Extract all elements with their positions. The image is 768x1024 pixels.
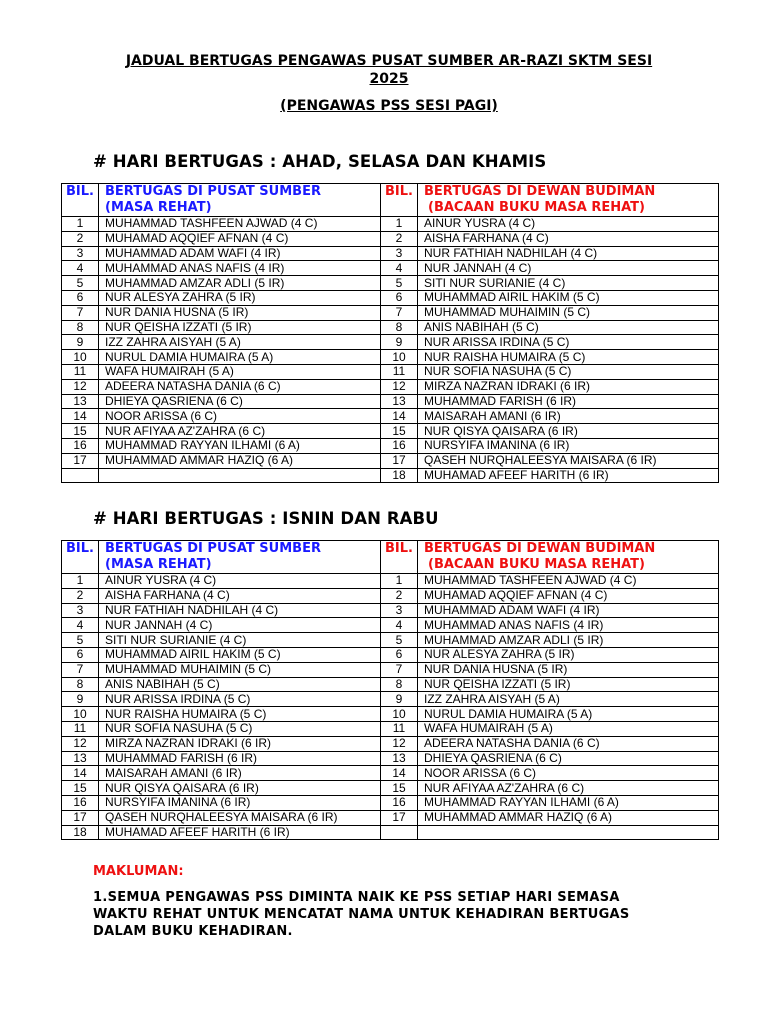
bil-cell: 2: [62, 231, 99, 246]
db-name-cell: AINUR YUSRA (4 C): [418, 217, 719, 232]
pss-name-cell: NUR AFIYAA AZ'ZAHRA (6 C): [99, 424, 381, 439]
table-row: [62, 692, 719, 707]
pss-name-cell: NUR ALESYA ZAHRA (5 IR): [99, 290, 381, 305]
db-name-cell: AISHA FARHANA (4 C): [418, 231, 719, 246]
bil-cell: 16: [381, 795, 418, 810]
db-name-cell: MIRZA NAZRAN IDRAKI (6 IR): [418, 379, 719, 394]
pss-name-cell: MAISARAH AMANI (6 IR): [99, 766, 381, 781]
duty-table-ahad-selasa-khamis: [61, 183, 719, 483]
db-name-cell: MUHAMMAD RAYYAN ILHAMI (6 A): [418, 795, 719, 810]
table-row: [62, 468, 719, 483]
table-row: [62, 335, 719, 350]
pss-name-cell: MUHAMAD AFEEF HARITH (6 IR): [99, 825, 381, 840]
bil-cell: 9: [62, 692, 99, 707]
bil-cell: 6: [381, 647, 418, 662]
db-name-cell: MAISARAH AMANI (6 IR): [418, 409, 719, 424]
db-name-cell: NURSYIFA IMANINA (6 IR): [418, 438, 719, 453]
db-name-cell: NUR SOFIA NASUHA (5 C): [418, 364, 719, 379]
pss-name-cell: NUR QEISHA IZZATI (5 IR): [99, 320, 381, 335]
bil-cell: 15: [62, 781, 99, 796]
table-row: [62, 647, 719, 662]
bil-cell: 2: [381, 588, 418, 603]
db-name-cell: NOOR ARISSA (6 C): [418, 766, 719, 781]
pss-name-cell: MUHAMMAD MUHAIMIN (5 C): [99, 662, 381, 677]
bil-cell: 12: [62, 379, 99, 394]
pss-name-cell: NURSYIFA IMANINA (6 IR): [99, 795, 381, 810]
bil-cell: 18: [62, 825, 99, 840]
db-name-cell: NURUL DAMIA HUMAIRA (5 A): [418, 707, 719, 722]
table-row: [62, 751, 719, 766]
db-name-cell: NUR ARISSA IRDINA (5 C): [418, 335, 719, 350]
bil-cell: 16: [62, 795, 99, 810]
table-row: [62, 350, 719, 365]
bil-cell: 6: [62, 290, 99, 305]
document-subtitle: [60, 97, 718, 115]
bil-cell: 8: [381, 320, 418, 335]
pss-name-cell: MUHAMMAD ANAS NAFIS (4 IR): [99, 261, 381, 276]
table-row: [62, 707, 719, 722]
document-title: [60, 52, 718, 88]
pss-name-cell: MIRZA NAZRAN IDRAKI (6 IR): [99, 736, 381, 751]
table-row: [62, 810, 719, 825]
pss-header-line2: (MASA REHAT): [105, 557, 212, 572]
table-row: [62, 305, 719, 320]
pss-name-cell: NUR ARISSA IRDINA (5 C): [99, 692, 381, 707]
table-row: [62, 261, 719, 276]
table-row: [62, 409, 719, 424]
pss-name-cell: MUHAMAD AQQIEF AFNAN (4 C): [99, 231, 381, 246]
table-row: [62, 424, 719, 439]
bil-header-pss: BIL.: [62, 184, 99, 217]
bil-cell: 6: [62, 647, 99, 662]
pss-name-cell: SITI NUR SURIANIE (4 C): [99, 633, 381, 648]
db-name-cell: QASEH NURQHALEESYA MAISARA (6 IR): [418, 453, 719, 468]
pss-header: [99, 541, 381, 574]
bil-cell: 17: [62, 453, 99, 468]
pss-name-cell: MUHAMMAD RAYYAN ILHAMI (6 A): [99, 438, 381, 453]
bil-cell: 11: [381, 364, 418, 379]
table-row: [62, 618, 719, 633]
bil-cell: 13: [62, 751, 99, 766]
db-name-cell: [418, 825, 719, 840]
pss-name-cell: ADEERA NATASHA DANIA (6 C): [99, 379, 381, 394]
table-row: [62, 379, 719, 394]
pss-name-cell: QASEH NURQHALEESYA MAISARA (6 IR): [99, 810, 381, 825]
bil-cell: 8: [62, 320, 99, 335]
pss-name-cell: MUHAMMAD TASHFEEN AJWAD (4 C): [99, 217, 381, 232]
bil-cell: 8: [62, 677, 99, 692]
bil-cell: 7: [62, 305, 99, 320]
db-name-cell: NUR JANNAH (4 C): [418, 261, 719, 276]
title-line-1: JADUAL BERTUGAS PENGAWAS PUSAT SUMBER AR-RAZI SKTM SESI: [125, 53, 653, 69]
db-name-cell: NUR ALESYA ZAHRA (5 IR): [418, 647, 719, 662]
bil-cell: 11: [62, 364, 99, 379]
bil-cell: 4: [62, 261, 99, 276]
bil-cell: 13: [62, 394, 99, 409]
db-header-line2: (BACAAN BUKU MASA REHAT): [428, 200, 645, 215]
bil-cell: 10: [381, 350, 418, 365]
pss-name-cell: NURUL DAMIA HUMAIRA (5 A): [99, 350, 381, 365]
bil-cell: 14: [381, 409, 418, 424]
bil-cell: 6: [381, 290, 418, 305]
bil-cell: 1: [381, 217, 418, 232]
bil-cell: 17: [381, 453, 418, 468]
bil-cell: 3: [381, 246, 418, 261]
bil-cell: 10: [62, 707, 99, 722]
table-header-row: [62, 184, 719, 217]
bil-cell: 8: [381, 677, 418, 692]
table-row: [62, 438, 719, 453]
table-row: [62, 677, 719, 692]
bil-cell: 5: [62, 276, 99, 291]
db-name-cell: IZZ ZAHRA AISYAH (5 A): [418, 692, 719, 707]
bil-cell: 12: [381, 736, 418, 751]
pss-name-cell: MUHAMMAD AIRIL HAKIM (5 C): [99, 647, 381, 662]
pss-name-cell: MUHAMMAD AMMAR HAZIQ (6 A): [99, 453, 381, 468]
db-name-cell: NUR FATHIAH NADHILAH (4 C): [418, 246, 719, 261]
bil-cell: 1: [381, 574, 418, 589]
bil-cell: 1: [62, 574, 99, 589]
table-row: [62, 825, 719, 840]
bil-cell: 13: [381, 394, 418, 409]
table-body: [62, 574, 719, 840]
bil-cell: 3: [381, 603, 418, 618]
db-name-cell: NUR QEISHA IZZATI (5 IR): [418, 677, 719, 692]
table-row: [62, 246, 719, 261]
bil-cell: 15: [381, 424, 418, 439]
pss-name-cell: AINUR YUSRA (4 C): [99, 574, 381, 589]
bil-cell: 14: [62, 409, 99, 424]
table-row: [62, 766, 719, 781]
table-row: [62, 721, 719, 736]
bil-header-db: BIL.: [381, 184, 418, 217]
section-heading-isnin-rabu: # HARI BERTUGAS : ISNIN DAN RABU: [93, 509, 439, 528]
bil-cell: [62, 468, 99, 483]
db-name-cell: MUHAMMAD ADAM WAFI (4 IR): [418, 603, 719, 618]
pss-name-cell: MUHAMMAD ADAM WAFI (4 IR): [99, 246, 381, 261]
bil-cell: 4: [381, 261, 418, 276]
bil-cell: 16: [62, 438, 99, 453]
bil-cell: 7: [381, 305, 418, 320]
pss-header: [99, 184, 381, 217]
db-name-cell: NUR DANIA HUSNA (5 IR): [418, 662, 719, 677]
pss-name-cell: NUR RAISHA HUMAIRA (5 C): [99, 707, 381, 722]
bil-cell: 7: [381, 662, 418, 677]
pss-name-cell: AISHA FARHANA (4 C): [99, 588, 381, 603]
db-name-cell: SITI NUR SURIANIE (4 C): [418, 276, 719, 291]
table-row: [62, 781, 719, 796]
table-row: [62, 662, 719, 677]
pss-name-cell: MUHAMMAD AMZAR ADLI (5 IR): [99, 276, 381, 291]
db-name-cell: DHIEYA QASRIENA (6 C): [418, 751, 719, 766]
bil-cell: 1: [62, 217, 99, 232]
bil-cell: 15: [381, 781, 418, 796]
notice-title: MAKLUMAN:: [93, 864, 184, 879]
pss-name-cell: NUR DANIA HUSNA (5 IR): [99, 305, 381, 320]
bil-cell: 17: [62, 810, 99, 825]
bil-cell: 5: [381, 276, 418, 291]
bil-cell: 4: [62, 618, 99, 633]
db-name-cell: MUHAMMAD ANAS NAFIS (4 IR): [418, 618, 719, 633]
bil-cell: 10: [62, 350, 99, 365]
bil-cell: 17: [381, 810, 418, 825]
bil-cell: 3: [62, 603, 99, 618]
db-name-cell: MUHAMMAD MUHAIMIN (5 C): [418, 305, 719, 320]
pss-name-cell: [99, 468, 381, 483]
table-row: [62, 795, 719, 810]
db-header: [418, 184, 719, 217]
duty-table-isnin-rabu: [61, 540, 719, 840]
table-row: [62, 320, 719, 335]
db-name-cell: NUR AFIYAA AZ'ZAHRA (6 C): [418, 781, 719, 796]
db-name-cell: NUR QISYA QAISARA (6 IR): [418, 424, 719, 439]
pss-header-line2: (MASA REHAT): [105, 200, 212, 215]
db-name-cell: WAFA HUMAIRAH (5 A): [418, 721, 719, 736]
bil-cell: 4: [381, 618, 418, 633]
pss-header-line1: BERTUGAS DI PUSAT SUMBER: [105, 184, 321, 199]
bil-cell: 12: [62, 736, 99, 751]
bil-header-db: BIL.: [381, 541, 418, 574]
db-header-line1: BERTUGAS DI DEWAN BUDIMAN: [424, 184, 656, 199]
db-name-cell: NUR RAISHA HUMAIRA (5 C): [418, 350, 719, 365]
bil-cell: 5: [381, 633, 418, 648]
bil-header-pss: BIL.: [62, 541, 99, 574]
bil-cell: [381, 825, 418, 840]
bil-cell: 5: [62, 633, 99, 648]
db-name-cell: MUHAMAD AFEEF HARITH (6 IR): [418, 468, 719, 483]
bil-cell: 3: [62, 246, 99, 261]
table-row: [62, 736, 719, 751]
db-name-cell: MUHAMMAD TASHFEEN AJWAD (4 C): [418, 574, 719, 589]
bil-cell: 11: [62, 721, 99, 736]
pss-name-cell: WAFA HUMAIRAH (5 A): [99, 364, 381, 379]
pss-name-cell: NUR FATHIAH NADHILAH (4 C): [99, 603, 381, 618]
pss-header-line1: BERTUGAS DI PUSAT SUMBER: [105, 541, 321, 556]
table-row: [62, 574, 719, 589]
db-name-cell: MUHAMMAD AIRIL HAKIM (5 C): [418, 290, 719, 305]
db-name-cell: MUHAMMAD AMMAR HAZIQ (6 A): [418, 810, 719, 825]
pss-name-cell: ANIS NABIHAH (5 C): [99, 677, 381, 692]
table-header-row: [62, 541, 719, 574]
notice-body: 1.SEMUA PENGAWAS PSS DIMINTA NAIK KE PSS SETIAP HARI SEMASA WAKTU REHAT UNTUK MENCATAT NAMA UNTUK KEHADIRAN BERTUGAS DALAM BUKU KEHADIRAN.: [93, 890, 630, 939]
table-row: [62, 588, 719, 603]
bil-cell: 9: [381, 692, 418, 707]
db-header-line1: BERTUGAS DI DEWAN BUDIMAN: [424, 541, 656, 556]
pss-name-cell: DHIEYA QASRIENA (6 C): [99, 394, 381, 409]
bil-cell: 13: [381, 751, 418, 766]
bil-cell: 14: [381, 766, 418, 781]
bil-cell: 2: [381, 231, 418, 246]
table-row: [62, 453, 719, 468]
table-row: [62, 603, 719, 618]
section-heading-ahad-selasa-khamis: # HARI BERTUGAS : AHAD, SELASA DAN KHAMIS: [93, 152, 547, 171]
bil-cell: 9: [62, 335, 99, 350]
db-header: [418, 541, 719, 574]
bil-cell: 15: [62, 424, 99, 439]
bil-cell: 9: [381, 335, 418, 350]
title-line-2: 2025: [369, 71, 409, 87]
bil-cell: 2: [62, 588, 99, 603]
table-row: [62, 231, 719, 246]
table-row: [62, 217, 719, 232]
db-name-cell: MUHAMAD AQQIEF AFNAN (4 C): [418, 588, 719, 603]
pss-name-cell: NUR JANNAH (4 C): [99, 618, 381, 633]
bil-cell: 12: [381, 379, 418, 394]
bil-cell: 7: [62, 662, 99, 677]
db-header-line2: (BACAAN BUKU MASA REHAT): [428, 557, 645, 572]
bil-cell: 11: [381, 721, 418, 736]
bil-cell: 16: [381, 438, 418, 453]
db-name-cell: MUHAMMAD AMZAR ADLI (5 IR): [418, 633, 719, 648]
pss-name-cell: MUHAMMAD FARISH (6 IR): [99, 751, 381, 766]
table-row: [62, 290, 719, 305]
pss-name-cell: NUR SOFIA NASUHA (5 C): [99, 721, 381, 736]
table-row: [62, 364, 719, 379]
pss-name-cell: NUR QISYA QAISARA (6 IR): [99, 781, 381, 796]
table-row: [62, 394, 719, 409]
table-row: [62, 633, 719, 648]
pss-name-cell: IZZ ZAHRA AISYAH (5 A): [99, 335, 381, 350]
bil-cell: 10: [381, 707, 418, 722]
bil-cell: 18: [381, 468, 418, 483]
pss-name-cell: NOOR ARISSA (6 C): [99, 409, 381, 424]
db-name-cell: ADEERA NATASHA DANIA (6 C): [418, 736, 719, 751]
db-name-cell: MUHAMMAD FARISH (6 IR): [418, 394, 719, 409]
table-row: [62, 276, 719, 291]
subtitle-text: (PENGAWAS PSS SESI PAGI): [280, 98, 498, 114]
table-body: [62, 217, 719, 483]
bil-cell: 14: [62, 766, 99, 781]
db-name-cell: ANIS NABIHAH (5 C): [418, 320, 719, 335]
